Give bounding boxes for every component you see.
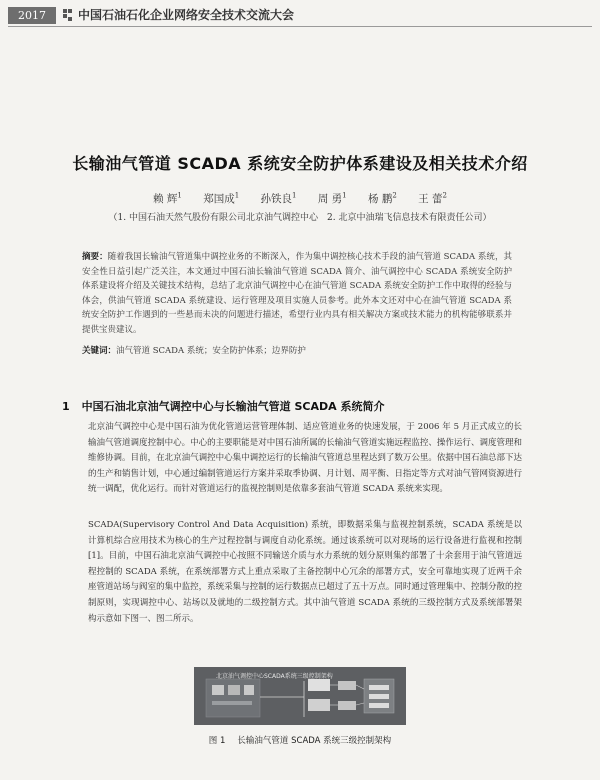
- section-heading: [62, 398, 384, 414]
- author: 孙铁良$^1$: [260, 191, 297, 205]
- abstract: [82, 250, 512, 338]
- figure-caption-number: 图 1: [208, 736, 226, 746]
- body-paragraph-2: SCADA(Supervisory Control And Data Acquisition) 系统，即数据采集与监视控制系统，SCADA 系统是以计算机综合应用技术为核心的生产过程控制与调度自动化系统。通过该系统可以对现场的运行设备进行监视和控制[1]。目前，中国石油北京油气调控中心按照不同输送介质与水力系统的划分原则集约部署了十余套用于油气管道远程控制的 SCADA 系统，在系统部署方式上重点采取了主备控制中心冗余的部署方式，安全可靠地实现了近两千余座管道站场与阀室的集中监控，系统采集与控制的运行数据点已超过了五十万点。同时通过管理集中、控制分散的控制原则，实现调控中心、站场以及就地的二级控制方式。其中油气管道 SCADA 系统的三级控制方式及系统部署架构示意如下图一、图二所示。: [88, 520, 522, 624]
- paper-title: 长输油气管道 SCADA 系统安全防护体系建设及相关技术介绍: [72, 154, 528, 173]
- keywords: [82, 344, 512, 356]
- header-year: 2017: [8, 7, 56, 24]
- author: 杨 鹏$^2$: [367, 191, 397, 205]
- abstract-label: 摘要：: [82, 252, 108, 262]
- author: 周 勇$^1$: [317, 191, 347, 205]
- body-paragraph-1: 北京油气调控中心是中国石油为优化管道运营管理体制、适应管道业务的快速发展，于 2006 年 5 月正式成立的长输油气管道调度控制中心。中心的主要职能是对中国石油所属的长输油气管道实施远程监控、操作运行、调度管理和维修协调。目前，在北京油气调控中心集中调控运行的长输油气管道总里程达到了数万公里。依据中国石油总部下达的生产和销售计划，中心通过编制管道运行方案并采取季协调、月计划、周平衡、日指定等方式对油气管网资源进行统一调配，优化运行。而针对管道运行的监视控制则是依靠多套油气管道 SCADA 系统来实现。: [88, 422, 522, 495]
- figure-1-image: [194, 667, 406, 725]
- header-rule: [8, 26, 592, 27]
- figure-caption: [0, 734, 600, 746]
- section-title: 中国石油北京油气调控中心与长输油气管道 SCADA 系统简介: [81, 400, 385, 413]
- author: 赖 辉$^1$: [153, 191, 182, 205]
- running-header: [0, 0, 600, 24]
- keywords-text: 油气管道 SCADA 系统；安全防护体系；边界防护: [116, 346, 306, 356]
- header-conference-title: 中国石油石化企业网络安全技术交流大会: [78, 8, 295, 22]
- section-number: 1: [62, 400, 70, 413]
- abstract-text: 随着我国长输油气管道集中调控业务的不断深入，作为集中调控核心技术手段的油气管道 SCADA 系统，其安全性日益引起广泛关注，本文通过中国石油长输油气管道 SCADA 简介、油气调控中心 SCADA 系统安全防护体系建设将介绍及关键技术结构，总结了北京油气调控中心在油气管道 SCADA 系统安全防护工作中取得的经验与体会，供油气管道 SCADA 系统建设、运行管理及项目实施人员参考。此外本文还对中心在油气管道 SCADA 系统安全防护工作遇到的一些悬而未决的问题进行描述，希望行业内具有相关解决方案或技术能力的机构能够联系并提供宝贵建议。: [82, 252, 512, 335]
- author: 王 蕾$^2$: [418, 191, 447, 205]
- figure-caption-text: 长输油气管道 SCADA 系统三级控制架构: [237, 736, 392, 746]
- figure-inner-title: 北京油气调控中心SCADA系统三级控制架构: [216, 673, 333, 680]
- affiliations: （1. 中国石油天然气股份有限公司北京油气调控中心 2. 北京中油瑞飞信息技术有限责任公司）: [108, 213, 492, 223]
- header-mark-icon: [63, 9, 73, 21]
- author-list: [0, 191, 600, 206]
- keywords-label: 关键词：: [82, 346, 117, 356]
- author: 郑国成$^1$: [203, 191, 240, 205]
